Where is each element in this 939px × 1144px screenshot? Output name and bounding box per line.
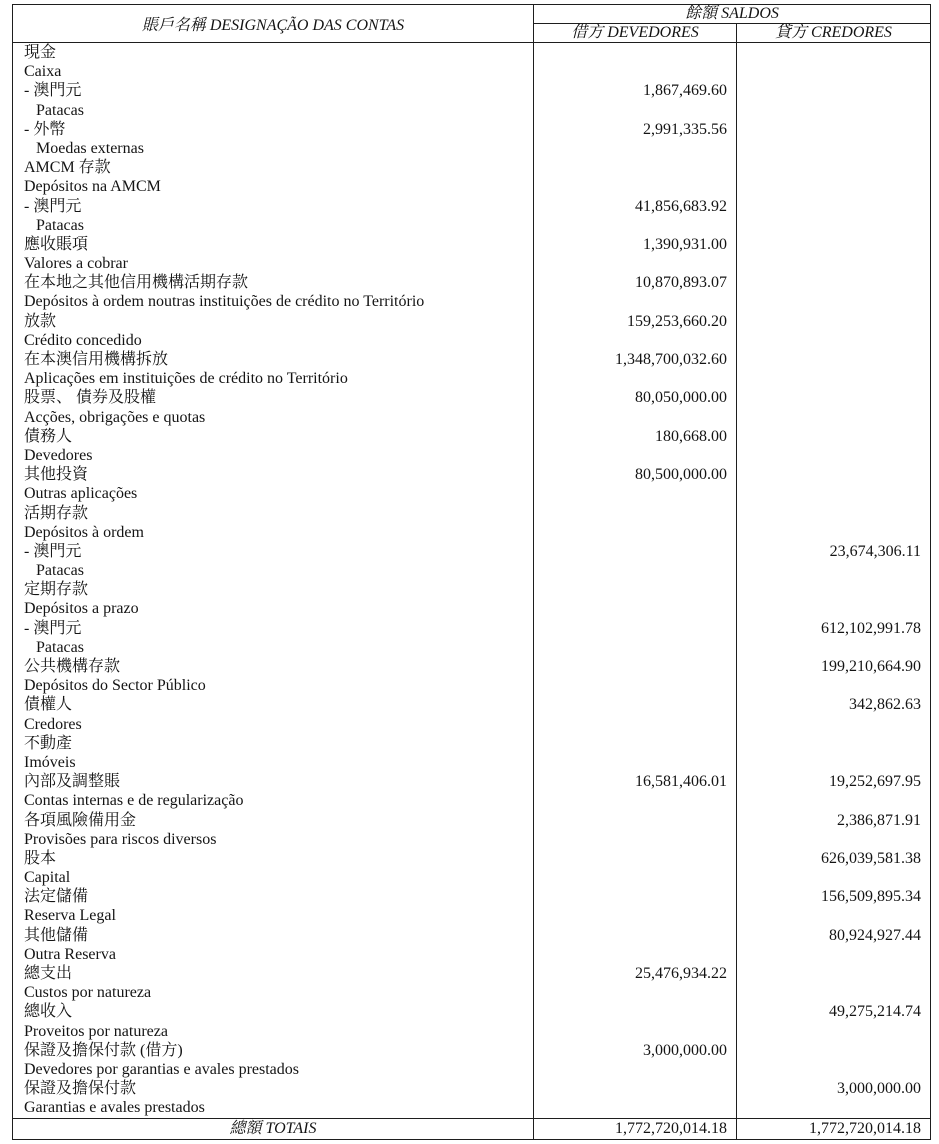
table-row (13, 753, 930, 772)
debit-value (533, 408, 736, 427)
debit-value (533, 331, 736, 350)
debit-value: 2,991,335.56 (533, 120, 736, 139)
table-row (13, 791, 930, 810)
credit-value (736, 446, 930, 465)
credit-value (736, 139, 930, 158)
debit-value: 10,870,893.07 (533, 273, 736, 292)
account-label: 總收入 (24, 1003, 73, 1021)
account-label: 各項風險備用金 (24, 811, 137, 829)
credit-value: 199,210,664.90 (736, 657, 930, 676)
credit-value (736, 235, 930, 254)
debit-value (533, 139, 736, 158)
credit-value (736, 197, 930, 216)
credit-value (736, 350, 930, 369)
table-row (13, 561, 930, 580)
account-label: Devedores por garantias e avales prestados (24, 1060, 299, 1078)
account-label: 股票、 債券及股權 (24, 389, 157, 407)
debit-value (533, 542, 736, 561)
credit-value (736, 216, 930, 235)
debit-value: 25,476,934.22 (533, 964, 736, 983)
debit-value (533, 906, 736, 925)
account-label: 定期存款 (24, 581, 89, 599)
credit-value (736, 523, 930, 542)
account-label: 在本澳信用機構拆放 (24, 351, 169, 368)
credit-value: 23,674,306.11 (736, 542, 930, 561)
table-row (13, 599, 930, 618)
table-row (13, 772, 930, 791)
credit-value (736, 715, 930, 734)
debit-value (533, 177, 736, 196)
credit-value (736, 465, 930, 484)
table-row (13, 734, 930, 753)
account-label: 應收賬項 (24, 235, 89, 253)
table-row (13, 1022, 930, 1041)
table-row (13, 484, 930, 503)
credit-value (736, 830, 930, 849)
column-header-debit: 借方 DEVEDORES (533, 24, 736, 42)
debit-value (533, 791, 736, 810)
table-row (13, 1079, 930, 1098)
account-label: - 澳門元 (24, 619, 82, 637)
account-label: - 外幣 (24, 120, 66, 138)
credit-value (736, 983, 930, 1002)
table-header (13, 5, 930, 43)
account-label: - 澳門元 (24, 197, 82, 215)
account-label: Devedores (24, 446, 93, 464)
table-row (13, 101, 930, 120)
debit-value: 41,856,683.92 (533, 197, 736, 216)
account-label: 公共機構存款 (24, 658, 121, 675)
credit-value: 19,252,697.95 (736, 772, 930, 791)
credit-value (736, 388, 930, 407)
account-label: Depósitos do Sector Público (24, 677, 206, 695)
debit-value (533, 849, 736, 868)
table-row (13, 868, 930, 887)
credit-value (736, 120, 930, 139)
account-label: Custos por natureza (24, 984, 152, 1002)
credit-value (736, 964, 930, 983)
account-label: Provisões para riscos diversos (24, 830, 217, 848)
table-row (13, 1002, 930, 1021)
debit-value (533, 1002, 736, 1021)
credit-value (736, 101, 930, 120)
credit-value (736, 427, 930, 446)
credit-value (736, 369, 930, 388)
debit-value (533, 101, 736, 120)
table-row (13, 619, 930, 638)
credit-value (736, 1060, 930, 1079)
account-label: Acções, obrigações e quotas (24, 408, 206, 426)
debit-value (533, 369, 736, 388)
table-row (13, 235, 930, 254)
debit-value (533, 599, 736, 618)
table-row (13, 139, 930, 158)
account-label: 保證及擔保付款 (24, 1080, 137, 1098)
credit-value: 3,000,000.00 (736, 1079, 930, 1098)
credit-value (736, 1041, 930, 1060)
credit-value (736, 1022, 930, 1041)
table-row (13, 254, 930, 273)
account-label: Aplicações em instituições de crédito no Território (24, 370, 348, 388)
credit-value (736, 734, 930, 753)
debit-value (533, 811, 736, 830)
account-label: Patacas (36, 216, 84, 234)
account-label: Depósitos à ordem (24, 523, 144, 541)
credit-value (736, 1098, 930, 1117)
debit-value (533, 676, 736, 695)
account-label: 債務人 (24, 427, 73, 445)
debit-value (533, 580, 736, 599)
account-label: AMCM 存款 (24, 159, 111, 177)
table-row (13, 638, 930, 657)
credit-value (736, 158, 930, 177)
debit-value (533, 1060, 736, 1079)
debit-value (533, 945, 736, 964)
account-label: 不動產 (24, 734, 73, 752)
table-row (13, 676, 930, 695)
debit-value (533, 561, 736, 580)
debit-value: 180,668.00 (533, 427, 736, 446)
credit-value (736, 599, 930, 618)
credit-value (736, 638, 930, 657)
credit-value: 49,275,214.74 (736, 1002, 930, 1021)
credit-value (736, 676, 930, 695)
column-header-accounts: 賬戶名稱 DESIGNAÇÃO DAS CONTAS (141, 17, 405, 34)
credit-value (736, 580, 930, 599)
debit-value (533, 1098, 736, 1117)
credit-value (736, 312, 930, 331)
credit-value: 2,386,871.91 (736, 811, 930, 830)
credit-value: 612,102,991.78 (736, 619, 930, 638)
debit-value (533, 983, 736, 1002)
credit-value (736, 906, 930, 925)
credit-value (736, 254, 930, 273)
table-row (13, 945, 930, 964)
table-row (13, 542, 930, 561)
account-label: Patacas (36, 638, 84, 656)
account-label: - 澳門元 (24, 82, 82, 100)
account-label: Proveitos por natureza (24, 1022, 168, 1040)
totals-row (13, 1118, 930, 1139)
debit-value: 16,581,406.01 (533, 772, 736, 791)
account-label: Patacas (36, 101, 84, 119)
account-label: Reserva Legal (24, 907, 116, 925)
column-header-credit: 貸方 CREDORES (736, 24, 930, 42)
debit-value (533, 523, 736, 542)
table-row (13, 446, 930, 465)
debit-value (533, 887, 736, 906)
credit-value (736, 945, 930, 964)
table-row (13, 62, 930, 81)
debit-value: 80,050,000.00 (533, 388, 736, 407)
debit-value (533, 292, 736, 311)
debit-value (533, 1022, 736, 1041)
debit-value (533, 484, 736, 503)
table-row (13, 983, 930, 1002)
credit-value: 342,862.63 (736, 695, 930, 714)
debit-value (533, 504, 736, 523)
table-row (13, 197, 930, 216)
table-row (13, 120, 930, 139)
table-row (13, 408, 930, 427)
debit-value (533, 715, 736, 734)
credit-value (736, 791, 930, 810)
credit-value (736, 868, 930, 887)
debit-value: 80,500,000.00 (533, 465, 736, 484)
table-row (13, 273, 930, 292)
table-row (13, 964, 930, 983)
debit-value (533, 216, 736, 235)
table-row (13, 926, 930, 945)
account-label: 內部及調整賬 (24, 773, 121, 791)
credit-value: 80,924,927.44 (736, 926, 930, 945)
account-label: Outras aplicações (24, 485, 138, 503)
table-row (13, 312, 930, 331)
table-row (13, 906, 930, 925)
table-row (13, 43, 930, 62)
debit-value (533, 43, 736, 62)
table-row (13, 427, 930, 446)
account-label: 保證及擔保付款 (借方) (24, 1041, 183, 1059)
table-row (13, 1041, 930, 1060)
table-row (13, 887, 930, 906)
table-row (13, 369, 930, 388)
debit-value: 1,390,931.00 (533, 235, 736, 254)
table-row (13, 1098, 930, 1117)
debit-value (533, 158, 736, 177)
table-row (13, 657, 930, 676)
table-row (13, 81, 930, 100)
credit-value (736, 753, 930, 772)
credit-value (736, 504, 930, 523)
debit-value: 3,000,000.00 (533, 1041, 736, 1060)
account-label: Garantias e avales prestados (24, 1099, 205, 1117)
table-row (13, 292, 930, 311)
totals-label: 總額 TOTAIS (229, 1119, 317, 1137)
account-label: 其他投資 (24, 466, 89, 484)
table-row (13, 695, 930, 714)
debit-value (533, 695, 736, 714)
table-body (13, 43, 930, 1118)
account-label: Capital (24, 869, 71, 887)
table-row (13, 523, 930, 542)
account-label: Patacas (36, 562, 84, 580)
account-label: Contas internas e de regularização (24, 792, 244, 810)
account-label: Credores (24, 715, 82, 733)
credit-value (736, 292, 930, 311)
table-row (13, 849, 930, 868)
table-row (13, 331, 930, 350)
account-label: Crédito concedido (24, 331, 142, 349)
table-row (13, 580, 930, 599)
debit-value (533, 1079, 736, 1098)
debit-value (533, 657, 736, 676)
credit-value (736, 177, 930, 196)
table-row (13, 177, 930, 196)
table-row (13, 830, 930, 849)
account-label: 現金 (24, 44, 57, 61)
debit-value: 159,253,660.20 (533, 312, 736, 331)
credit-value (736, 408, 930, 427)
table-row (13, 465, 930, 484)
account-label: 其他儲備 (24, 926, 89, 944)
account-label: Caixa (24, 63, 62, 81)
account-label: 在本地之其他信用機構活期存款 (24, 274, 249, 292)
table-row (13, 158, 930, 177)
table-row (13, 388, 930, 407)
debit-value: 1,348,700,032.60 (533, 350, 736, 369)
account-label: Moedas externas (36, 139, 144, 157)
credit-value (736, 62, 930, 81)
debit-value (533, 638, 736, 657)
credit-value: 626,039,581.38 (736, 849, 930, 868)
account-label: Imóveis (24, 753, 76, 771)
debit-value (533, 926, 736, 945)
column-header-balances: 餘額 SALDOS (533, 5, 930, 24)
totals-credit: 1,772,720,014.18 (736, 1119, 930, 1139)
credit-value (736, 81, 930, 100)
table-row (13, 350, 930, 369)
table-row (13, 1060, 930, 1079)
debit-value (533, 62, 736, 81)
debit-value (533, 254, 736, 273)
table-row (13, 504, 930, 523)
debit-value (533, 734, 736, 753)
account-label: Depósitos na AMCM (24, 178, 161, 196)
account-label: Outra Reserva (24, 945, 116, 963)
debit-value: 1,867,469.60 (533, 81, 736, 100)
account-label: 債權人 (24, 696, 73, 714)
account-label: 活期存款 (24, 504, 89, 522)
account-label: 總支出 (24, 965, 73, 982)
credit-value (736, 561, 930, 580)
debit-value (533, 446, 736, 465)
account-label: Depósitos a prazo (24, 600, 139, 618)
credit-value (736, 273, 930, 292)
debit-value (533, 868, 736, 887)
account-label: 放款 (24, 312, 57, 330)
account-label: Depósitos à ordem noutras instituições de crédito no Território (24, 293, 425, 311)
table-row (13, 715, 930, 734)
debit-value (533, 830, 736, 849)
table-row (13, 811, 930, 830)
debit-value (533, 753, 736, 772)
account-label: 法定儲備 (24, 888, 89, 906)
credit-value (736, 331, 930, 350)
credit-value (736, 43, 930, 62)
table-row (13, 216, 930, 235)
debit-value (533, 619, 736, 638)
balance-table (12, 4, 931, 1140)
account-label: Valores a cobrar (24, 255, 128, 273)
credit-value: 156,509,895.34 (736, 887, 930, 906)
credit-value (736, 484, 930, 503)
account-label: - 澳門元 (24, 542, 82, 560)
totals-debit: 1,772,720,014.18 (533, 1119, 736, 1139)
account-label: 股本 (24, 849, 57, 867)
